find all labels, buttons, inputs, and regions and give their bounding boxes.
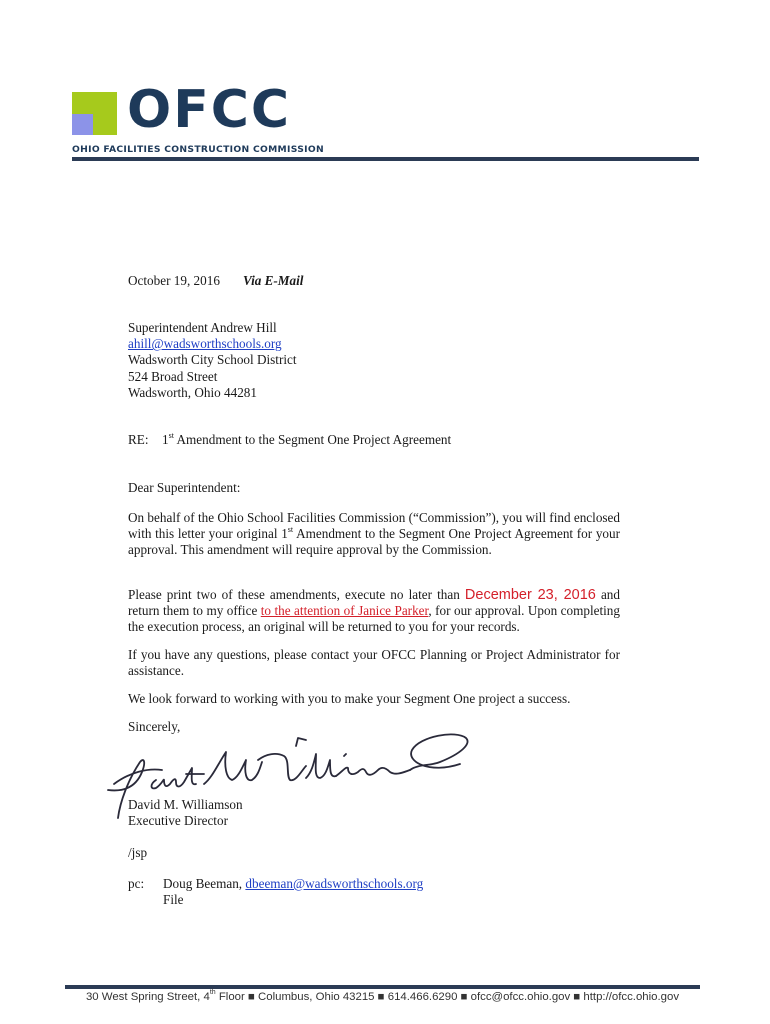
recipient-city: Wadsworth, Ohio 44281 — [128, 384, 257, 400]
re-subject: 1st Amendment to the Segment One Project Agreement — [162, 430, 452, 447]
date-line — [128, 273, 304, 289]
logo-blue-square — [72, 114, 93, 135]
footer-address: 30 West Spring Street, 4th Floor ■ Columbus, Ohio 43215 ■ 614.466.6290 ■ ofcc@ofcc.ohio.gov ■ http://ofcc.ohio.gov — [85, 989, 680, 1003]
closing: Sincerely, — [128, 719, 181, 734]
pc-email-link[interactable]: dbeeman@wadsworthschools.org — [245, 876, 424, 891]
signer-name: David M. Williamson — [128, 797, 243, 812]
re-label: RE: — [128, 432, 149, 447]
pc-file: File — [163, 892, 184, 908]
header-rule — [72, 157, 699, 161]
recipient-name: Superintendent Andrew Hill — [128, 320, 277, 335]
recipient-email-link[interactable]: ahill@wadsworthschools.org — [128, 336, 282, 352]
footer-rule — [65, 985, 700, 989]
ofcc-logo-mark — [72, 92, 117, 135]
paragraph-1: On behalf of the Ohio School Facilities Commission (“Commission”), you will find enclosed with this letter your original 1st Amendment to the Segment One Project Agreement for your approval. This amendment will require approval by the Commission. — [128, 510, 620, 558]
ofcc-logo-wordmark: OFCC — [127, 80, 292, 140]
paragraph-4: We look forward to working with you to make your Segment One project a success. — [128, 691, 571, 706]
deadline-date: December 23, 2016 — [464, 587, 596, 603]
salutation: Dear Superintendent: — [128, 480, 241, 495]
pc-recipients — [163, 876, 423, 908]
paragraph-2: Please print two of these amendments, execute no later than December 23, 2016 and return them to my office to the attention of Janice Parker, for our approval. Upon completing the execution process, an original will be returned to you for your records. — [128, 587, 620, 635]
signer-title: Executive Director — [128, 813, 228, 829]
pc-name: Doug Beeman, — [163, 876, 246, 891]
delivery-method: Via E-Mail — [243, 273, 304, 288]
paragraph-3: If you have any questions, please contact your OFCC Planning or Project Administrator for assistance. — [128, 647, 620, 679]
recipient-street: 524 Broad Street — [128, 368, 218, 384]
attention-note: to the attention of Janice Parker — [260, 603, 429, 619]
recipient-address — [128, 320, 297, 401]
logo-subtitle: OHIO FACILITIES CONSTRUCTION COMMISSION — [72, 144, 324, 155]
recipient-organization: Wadsworth City School District — [128, 352, 297, 368]
letter-date: October 19, 2016 — [128, 273, 220, 288]
signer-block — [128, 797, 243, 829]
pc-label: pc: — [128, 876, 145, 891]
re-line — [128, 430, 452, 448]
typist-initials: /jsp — [128, 845, 148, 860]
